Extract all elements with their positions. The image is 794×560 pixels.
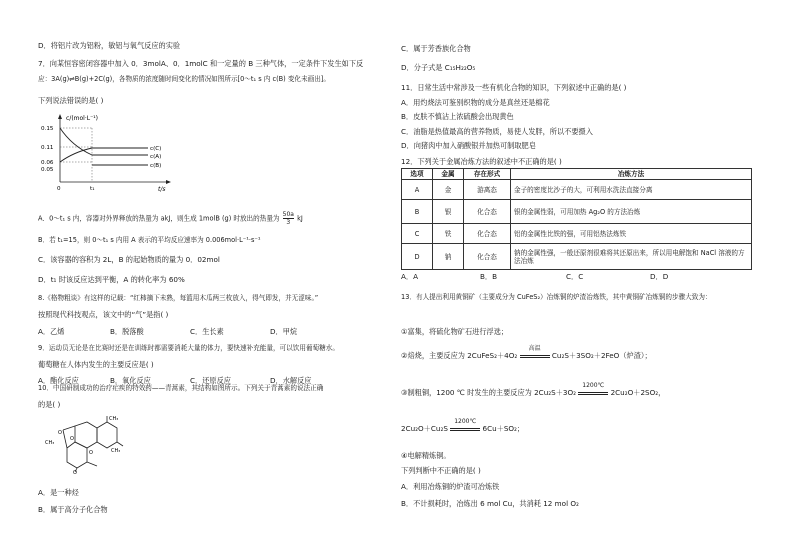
cell-method: 铝的金属性比铁的强，可用铝热法炼铁 <box>511 224 752 244</box>
x-axis-label: t/s <box>158 186 166 193</box>
q7-stem-line2: 应：3A(g)⇌B(g)+2C(g)，各物质的浓度随时间变化的情况如图所示[0～t₁ s 内 c(B) 变化未画出]。 <box>38 75 330 83</box>
q11-option-b: B．皮肤不慎沾上浓硫酸会出现黄色 <box>401 112 514 121</box>
label-c-C: c(C) <box>150 146 162 152</box>
x-axis-arrow <box>166 180 171 184</box>
group-CH3-3: CH₃ <box>45 440 55 446</box>
q13-step3-right: 2Cu₂O＋2SO₂， <box>610 388 666 397</box>
q8-option-a: A．乙烯 <box>38 327 65 336</box>
label-c-A: c(A) <box>150 154 162 160</box>
x-tick-0: 0 <box>57 186 61 192</box>
q7-option-a-text: A．0～t₁ s 内，容器对外界释放的热量为 akJ，则生成 1molB (g) 时放出的热量为 <box>38 214 280 223</box>
cell-form: 化合态 <box>464 200 511 224</box>
atom-O-2: O <box>70 436 74 442</box>
q7-fraction <box>283 211 294 226</box>
q9-option-d: D．水解反应 <box>270 376 312 385</box>
q11-option-a: A．用灼烧法可鉴别织物的成分是真丝还是棉花 <box>401 98 550 107</box>
q8-stem-line2: 按照现代科技观点，该文中的“气”是指( ) <box>38 310 169 319</box>
cell-form: 化合态 <box>464 244 511 270</box>
cell-method: 银的金属性弱，可用加热 Ag₂O 的方法冶炼 <box>511 200 752 224</box>
q7-option-d: D．t₁ 时该反应达到平衡，A 的转化率为 60% <box>38 275 185 284</box>
reaction-condition: 高温 <box>528 344 541 352</box>
q11-option-c: C．油脂是热值最高的营养物质，易使人发胖，所以不要摄入 <box>401 127 593 136</box>
cell-option: A <box>402 180 433 200</box>
double-line-icon <box>450 428 480 432</box>
curve-c-A <box>60 128 148 155</box>
q7-option-a-unit: kJ <box>297 214 303 223</box>
q10-option-c: C．属于芳香族化合物 <box>401 44 471 53</box>
q9-stem-line2: 葡萄糖在人体内发生的主要反应是( ) <box>38 360 154 369</box>
q13-stem: 13．有人提出利用黄铜矿（主要成分为 CuFeS₂）冶炼铜的炉渣冶炼铁，其中黄铜矿冶炼铜的步骤大致为： <box>401 293 712 301</box>
cell-option: D <box>402 244 433 270</box>
y-tick-0.06: 0.06 <box>41 160 54 166</box>
q12-option-c: C．C <box>566 272 584 281</box>
cell-method: 金子的密度比沙子的大，可利用水洗法直接分离 <box>511 180 752 200</box>
atom-O-1: O <box>58 430 62 436</box>
q11-option-d: D．向猪肉中加入硝酸银并加热可制取肥皂 <box>401 141 536 150</box>
col-header-metal: 金属 <box>433 169 464 180</box>
reaction-arrow-1200 <box>578 381 608 396</box>
q13-step2-right: Cu₂S＋3SO₂＋2FeO（炉渣）； <box>551 351 652 360</box>
col-header-form: 存在形式 <box>464 169 511 180</box>
q10-option-a: A．是一种烃 <box>38 488 79 497</box>
q7-option-c: C．该容器的容积为 2L，B 的起始物质的量为 0．02mol <box>38 255 220 264</box>
q10-stem-line1: 10．中国研制成功的治疗疟疾的特效药——青蒿素，其结构如图所示。下列关于青蒿素的说法正确 <box>38 384 324 392</box>
q7-option-a <box>38 211 303 226</box>
cell-method: 钠的金属性强，一般还原剂很难将其还原出来，所以用电解饱和 NaCl 溶液的方法冶炼 <box>511 244 752 270</box>
q10-option-d: D．分子式是 C₁₅H₂₂O₅ <box>401 63 476 72</box>
q12-stem: 12．下列关于金属冶炼方法的叙述中不正确的是( ) <box>401 157 562 166</box>
y-tick-0.11: 0.11 <box>41 145 54 151</box>
q13-step2-left: ②焙烧，主要反应为 2CuFeS₂＋4O₂ <box>401 351 518 360</box>
q13-step2 <box>401 344 652 360</box>
q9-option-a: A．酯化反应 <box>38 376 79 385</box>
q13-step3-left: ③制粗铜，1200 ℃ 时发生的主要反应为 2Cu₂S＋3O₂ <box>401 388 576 397</box>
q13-option-a: A．利用冶炼铜的炉渣可冶炼铁 <box>401 482 500 491</box>
q8-option-c: C．生长素 <box>190 327 224 336</box>
cell-option: B <box>402 200 433 224</box>
q8-option-b: B．脱落酸 <box>110 327 144 336</box>
metal-smelting-table <box>401 168 752 270</box>
q12-option-a: A．A <box>401 272 419 281</box>
col-header-method: 冶炼方法 <box>511 169 752 180</box>
cell-metal: 铁 <box>433 224 464 244</box>
q13-step3b-right: 6Cu＋SO₂； <box>482 424 525 433</box>
cell-form: 游离态 <box>464 180 511 200</box>
reaction-condition: 1200℃ <box>582 381 605 389</box>
concentration-time-graph <box>40 112 180 194</box>
table-header-row <box>402 169 752 180</box>
q10-option-b: B．属于高分子化合物 <box>38 505 108 514</box>
reaction-arrow-high-temp <box>520 344 550 359</box>
q10-stem-line2: 的是( ) <box>38 400 61 409</box>
cell-metal: 钠 <box>433 244 464 270</box>
q13-step3 <box>401 381 666 397</box>
y-axis-arrow <box>58 114 62 119</box>
reaction-arrow-1200-b <box>450 417 480 432</box>
group-CH3-2: CH₃ <box>111 448 121 454</box>
double-line-icon <box>520 355 550 359</box>
q7-stem-line1: 7．向某恒容密闭容器中加入 0．3molA、0．1molC 和一定量的 B 三种气体，一定条件下发生如下反 <box>38 59 364 68</box>
double-line-icon <box>578 392 608 396</box>
artemisinin-structure-image <box>45 414 125 474</box>
table-row <box>402 244 752 270</box>
q6-option-d: D．将铝片改为铝粉，敏铝与氧气反应的实验 <box>38 41 181 50</box>
table-row <box>402 180 752 200</box>
q12-option-b: B．B <box>480 272 498 281</box>
q12-option-d: D．D <box>650 272 669 281</box>
x-tick-t1: t₁ <box>90 186 95 192</box>
group-CH3-1: CH₃ <box>109 416 119 422</box>
table-row <box>402 200 752 224</box>
q8-stem-line1: 8.《格物粗谈》有这样的记载：“红柿摘下未熟，每篮用木瓜两三枚放入，得气即发，并无涩味。” <box>38 294 319 302</box>
y-tick-0.05: 0.05 <box>41 167 54 173</box>
q13-prompt: 下列判断中不正确的是( ) <box>401 466 481 475</box>
y-axis-label: c/(mol·L⁻¹) <box>66 115 99 122</box>
q7-prompt: 下列说法错误的是( ) <box>38 96 104 105</box>
atom-O-3: O <box>89 450 93 456</box>
cell-form: 化合态 <box>464 224 511 244</box>
fraction-numerator: 50a <box>282 211 294 218</box>
atom-O-4: O <box>73 470 77 474</box>
q7-option-b: B．若 t₁=15，则 0～t₁ s 内用 A 表示的平均反应速率为 0.006mol·L⁻¹·s⁻¹ <box>38 236 261 244</box>
table-row <box>402 224 752 244</box>
y-tick-0.15: 0.15 <box>41 126 54 132</box>
q13-step3b-left: 2Cu₂O＋Cu₂S <box>401 424 448 433</box>
q9-stem-line1: 9．运动员无论是在比赛时还是在训练时都需要消耗大量的体力，要快速补充能量，可以饮用葡萄糖水。 <box>38 344 339 352</box>
cell-option: C <box>402 224 433 244</box>
cell-metal: 金 <box>433 180 464 200</box>
q13-step1: ①富集，将硫化物矿石进行浮选； <box>401 327 509 336</box>
q13-step3-second-reaction <box>401 417 525 433</box>
label-c-B: c(B) <box>150 163 162 169</box>
q13-step4: ④电解精炼铜。 <box>401 451 451 460</box>
q8-option-d: D．甲烷 <box>270 327 298 336</box>
q13-option-b: B．不计损耗时，冶炼出 6 mol Cu，共消耗 12 mol O₂ <box>401 499 579 508</box>
cell-metal: 银 <box>433 200 464 224</box>
q9-option-c: C．还原反应 <box>190 376 231 385</box>
col-header-option: 选项 <box>402 169 433 180</box>
q11-stem: 11．日常生活中常涉及一些有机化合物的知识，下列叙述中正确的是( ) <box>401 83 627 92</box>
reaction-condition: 1200℃ <box>454 417 477 425</box>
q9-option-b: B．氧化反应 <box>110 376 151 385</box>
fraction-denominator: 3 <box>286 219 291 226</box>
